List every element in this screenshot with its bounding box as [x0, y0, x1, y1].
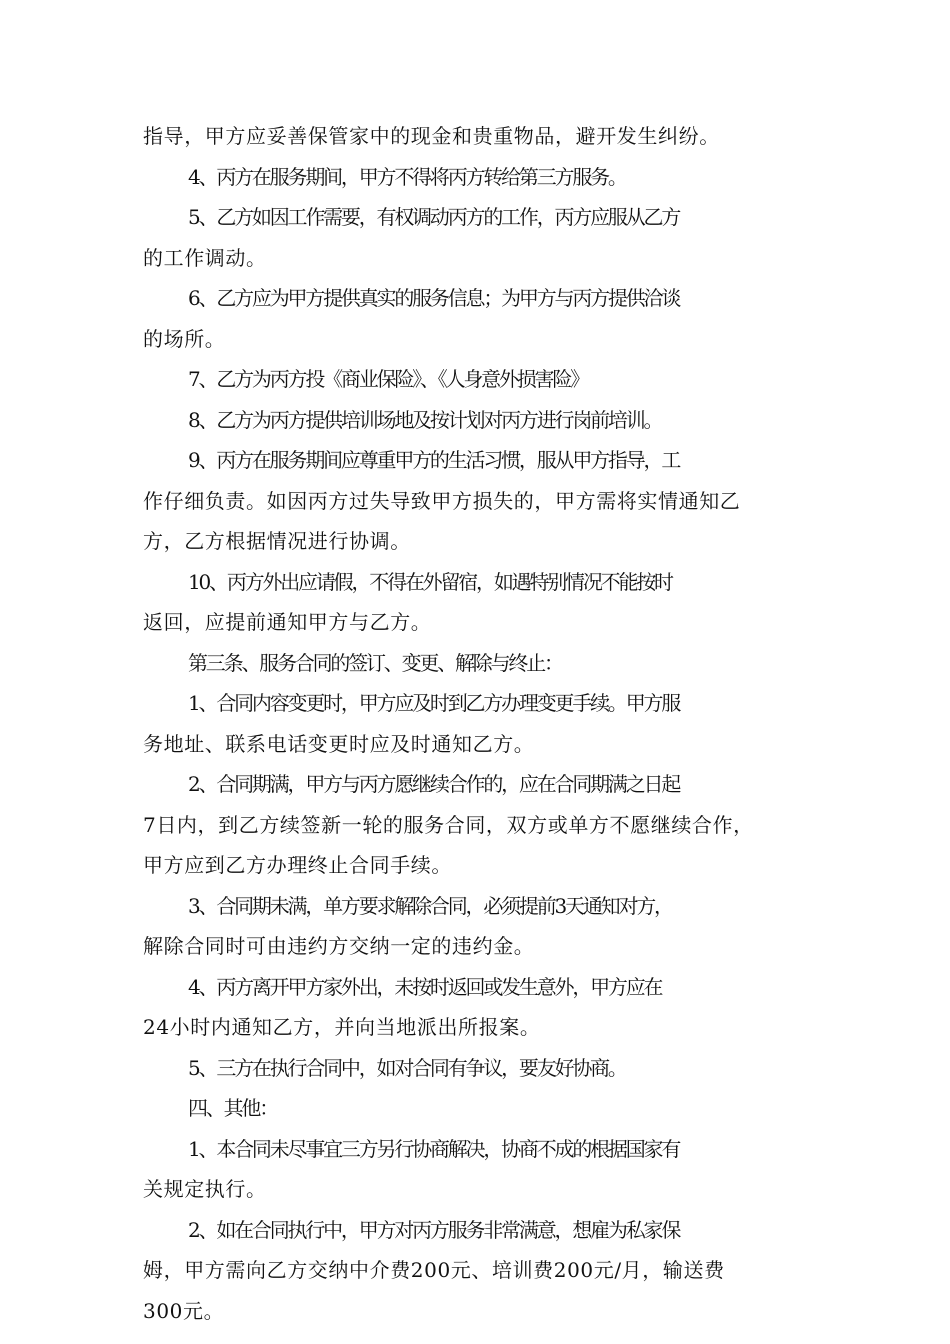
- text-line: 返回，应提前通知甲方与乙方。: [143, 610, 432, 634]
- text-line: 2、如在合同执行中，甲方对丙方服务非常满意，想雇为私家保: [188, 1217, 680, 1242]
- text-line: 8、乙方为丙方提供培训场地及按计划对丙方进行岗前培训。: [188, 407, 662, 432]
- text-line: 4、丙方离开甲方家外出，未按时返回或发生意外，甲方应在: [188, 974, 662, 999]
- text-line: 6、乙方应为甲方提供真实的服务信息；为甲方与丙方提供洽谈: [188, 286, 680, 310]
- section-heading: 第三条、服务合同的签订、变更、解除与终止：: [188, 650, 562, 675]
- text-line: 指导，甲方应妥善保管家中的现金和贵重物品，避开发生纠纷。: [143, 124, 720, 148]
- text-line: 3、合同期未满，单方要求解除合同，必须提前3天通知对方，: [188, 893, 672, 918]
- contract-body: [143, 116, 818, 1331]
- text-line: 5、乙方如因工作需要，有权调动丙方的工作，丙方应服从乙方: [188, 205, 680, 229]
- text-line: 作仔细负责。如因丙方过失导致甲方损失的，甲方需将实情通知乙: [143, 488, 741, 513]
- text-line: 10、丙方外出应请假，不得在外留宿，如遇特别情况不能按时: [188, 569, 672, 594]
- text-line: 解除合同时可由违约方交纳一定的违约金。: [143, 934, 535, 958]
- text-line: 5、三方在执行合同中，如对合同有争议，要友好协商。: [188, 1055, 626, 1080]
- text-line: 7、乙方为丙方投《商业保险》、《人身意外损害险》: [188, 367, 588, 391]
- text-line: 2、合同期满，甲方与丙方愿继续合作的，应在合同期满之日起: [188, 772, 680, 796]
- text-line: 姆，甲方需向乙方交纳中介费200元、培训费200元/月，输送费: [143, 1258, 725, 1282]
- text-line: 关规定执行。: [143, 1177, 267, 1201]
- text-line: 1、本合同未尽事宜三方另行协商解决，协商不成的根据国家有: [188, 1136, 680, 1161]
- text-line: 1、合同内容变更时，甲方应及时到乙方办理变更手续。甲方服: [188, 691, 680, 715]
- text-line: 4、丙方在服务期间，甲方不得将丙方转给第三方服务。: [188, 164, 626, 189]
- text-line: 务地址、联系电话变更时应及时通知乙方。: [143, 731, 535, 756]
- text-line: 的场所。: [143, 326, 226, 351]
- text-line: 甲方应到乙方办理终止合同手续。: [143, 853, 452, 877]
- text-line: 7日内，到乙方续签新一轮的服务合同，双方或单方不愿继续合作，: [143, 812, 754, 837]
- text-line: 方，乙方根据情况进行协调。: [143, 529, 411, 553]
- text-line: 的工作调动。: [143, 245, 267, 270]
- text-line: 9、丙方在服务期间应尊重甲方的生活习惯，服从甲方指导，工: [188, 448, 680, 472]
- section-heading: 四、其他：: [188, 1096, 277, 1120]
- text-line: 300元。: [143, 1298, 225, 1323]
- text-line: 24小时内通知乙方，并向当地派出所报案。: [143, 1015, 541, 1039]
